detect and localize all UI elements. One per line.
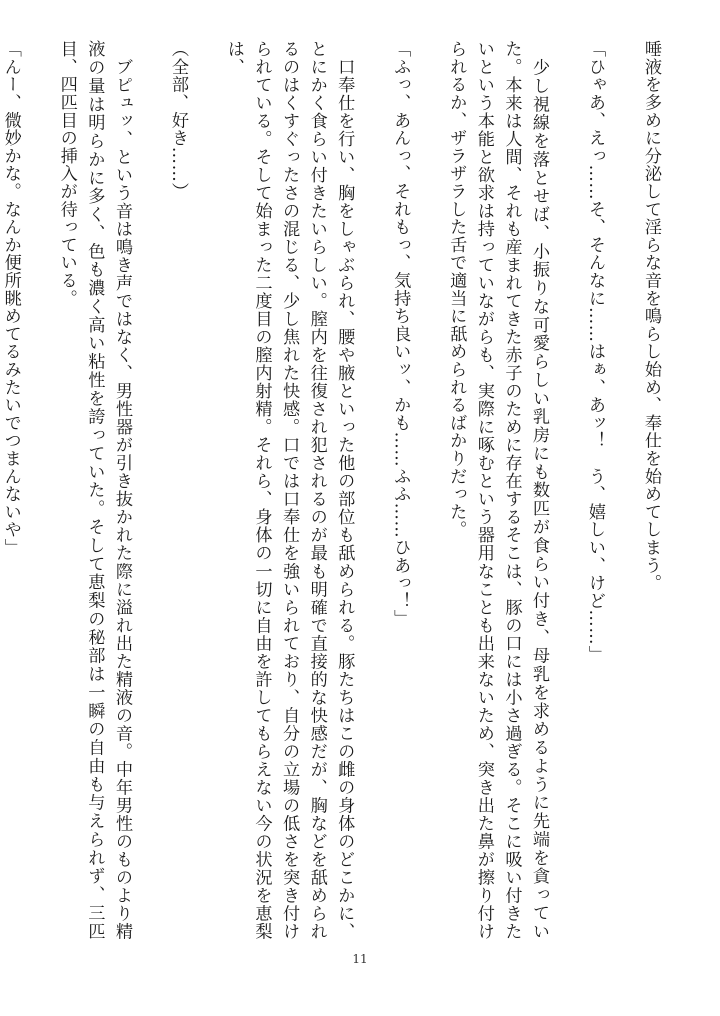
blank-line [552,40,580,940]
blank-line [357,40,385,940]
dialogue-line: 「ひゃあ、えっ……そ、そんなに……はぁ、あッ！ う、嬉しい、けど……」 [585,40,606,663]
dialogue-line: 「んー、微妙かな。なんか便所眺めてるみたいでつまんないや」 [0,40,21,557]
thought-line: （全部、好き……） [167,40,188,201]
narration-paragraph: ブピュッ、という音は鳴き声ではなく、男性器が引き抜かれた際に溢れ出た精液の音。中年男性のものより精液の量は明らかに多く、色も濃く高い粘性を誇っていた。そして恵梨の秘部は一瞬の自由も与えられず、三匹目、四匹目の挿入が待っている。 [56,40,132,940]
narration-paragraph: 口奉仕を行い、胸をしゃぶられ、腰や腋といった他の部位も舐められる。豚たちはこの雌の身体のどこかに、とにかく食らい付きたいらしい。膣内を往復され犯されるのが最も明確で直接的な快感だが、胸などを舐められるのはくすぐったさの混じる、少し焦れた快感。口では口奉仕を強いられており、自分の立場の低さを突き付けられている。そして始まった二度目の膣内射精。それら、身体の一切に自由を許してもらえない今の状況を恵梨は、 [223,40,355,940]
blank-line [608,40,636,940]
blank-line [191,40,219,940]
page-number: 11 [352,952,368,966]
vertical-text-body [0,40,664,940]
blank-line [135,40,163,940]
text-line: 唾液を多めに分泌して淫らな音を鳴らし始め、奉仕を始めてしまう。 [641,40,661,592]
blank-line [413,40,441,940]
dialogue-line: 「ふっ、あんっ、それもっ、気持ち良いッ、かも……ふふ……ひあっ！」 [390,40,411,628]
blank-line [24,40,52,940]
narration-paragraph: 少し視線を落とせば、小振りな可愛らしい乳房にも数匹が食らい付き、母乳を求めるように先端を貪っていた。本来は人間、それも産まれてきた赤子のために存在するそこは、豚の口には小さ過ぎる。そこに吸い付きたいという本能と欲求は持っていながらも、実際に啄むという器用なことも出来ないため、突き出た鼻が擦り付けられるか、ザラザラした舌で適当に舐められるばかりだった。 [446,40,550,940]
